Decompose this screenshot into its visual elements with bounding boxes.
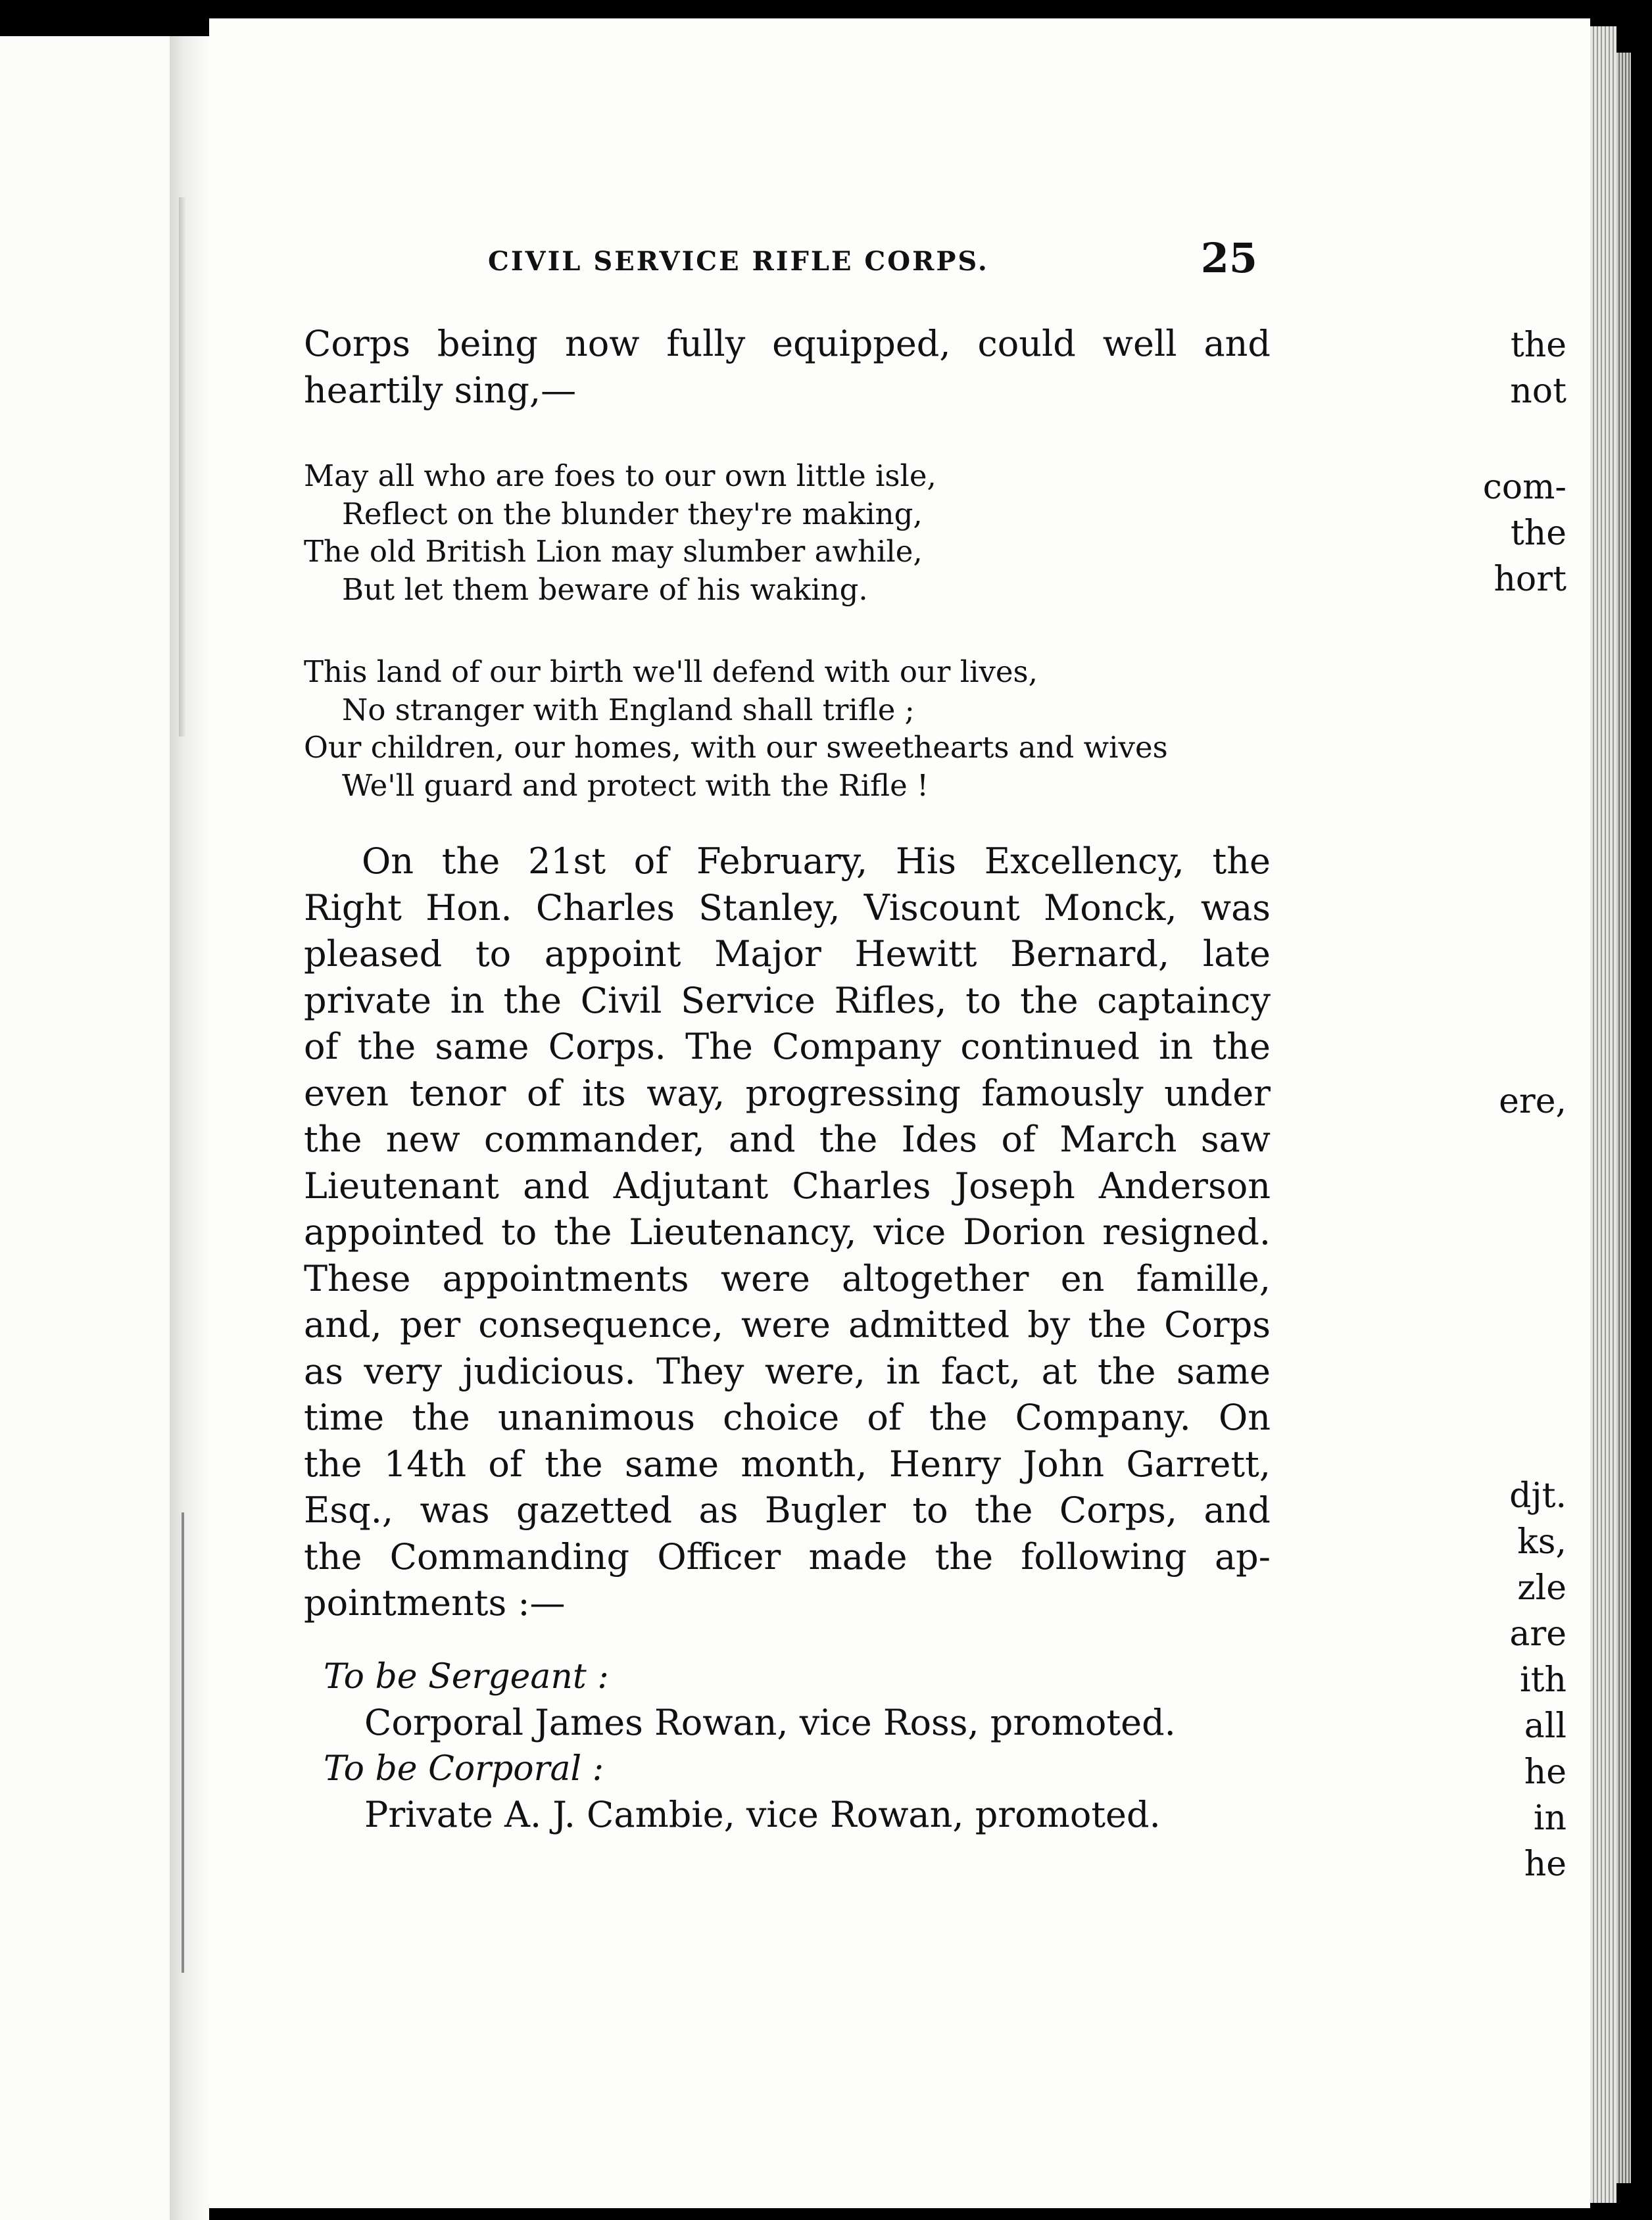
verse-line: The old British Lion may slumber awhile, (304, 534, 923, 569)
gutter-line (182, 1512, 184, 1973)
text-line: time the unanimous choice of the Company. On (304, 1397, 1271, 1438)
text-line: appointed to the Lieutenancy, vice Dorion resigned. (304, 1211, 1271, 1253)
text-line: Corps being now fully equipped, could well and (304, 323, 1271, 364)
text-line: the 14th of the same month, Henry John Garrett, (304, 1443, 1271, 1485)
opening-paragraph (304, 321, 1271, 414)
appointment-entry: Private A. J. Cambie, vice Rowan, promoted. (364, 1794, 1161, 1835)
text-line: Esq., was gazetted as Bugler to the Corps, and (304, 1489, 1271, 1531)
left-fragment-group-1 (1482, 322, 1652, 414)
text-line: Right Hon. Charles Stanley, Viscount Monck, was (304, 886, 1271, 929)
text-line: of the same Corps. The Company continued in the (304, 1026, 1271, 1067)
left-fragment-group-3 (1482, 1078, 1652, 1124)
left-fragment-line: ks, (1517, 1522, 1567, 1562)
appointment-heading: To be Sergeant : (324, 1657, 609, 1697)
left-fragment-line: not (1510, 372, 1567, 411)
left-fragment-group-4 (1482, 1473, 1652, 1887)
page-number: 25 (1200, 234, 1257, 282)
left-fragment-line: djt. (1509, 1476, 1567, 1516)
text-line: pointments :— (304, 1582, 566, 1624)
left-fragment-line: the (1510, 514, 1567, 553)
verse-line: No stranger with England shall trifle ; (342, 692, 915, 727)
text-line: even tenor of its way, progressing famously under (304, 1072, 1271, 1114)
verse-line: May all who are foes to our own little isle, (304, 458, 936, 493)
text-line: heartily sing,— (304, 369, 577, 411)
verse-line: Reflect on the blunder they're making, (342, 496, 923, 531)
text-line: pleased to appoint Major Hewitt Bernard, late (304, 933, 1271, 975)
verse-line: Our children, our homes, with our sweethearts and wives (304, 730, 1168, 765)
left-fragment-line: ere, (1499, 1082, 1567, 1121)
text-line: On the 21st of February, His Excellency, the (362, 840, 1271, 882)
appointment-entry: Corporal James Rowan, vice Ross, promoted. (364, 1702, 1176, 1743)
verse-line: We'll guard and protect with the Rifle ! (342, 767, 929, 803)
appointment-heading: To be Corporal : (324, 1749, 604, 1789)
text-line: as very judicious. They were, in fact, at the same (304, 1350, 1271, 1392)
text-line: These appointments were altogether en famille, (304, 1257, 1271, 1299)
left-fragment-line: all (1524, 1706, 1567, 1746)
left-fragment-line: in (1533, 1798, 1567, 1838)
left-fragment-line: com- (1482, 468, 1567, 507)
text-line: the Commanding Officer made the following ap- (304, 1535, 1271, 1578)
page-header (488, 234, 1257, 288)
text-line: the new commander, and the Ides of March saw (304, 1119, 1271, 1160)
left-fragment-group-2 (1482, 464, 1652, 602)
verse-stanza-2 (304, 653, 1271, 804)
main-paragraph (304, 838, 1271, 1627)
text-line: Lieutenant and Adjutant Charles Joseph Anderson (304, 1165, 1271, 1207)
left-fragment-line: he (1524, 1845, 1567, 1884)
verse-line: This land of our birth we'll defend with our lives, (304, 654, 1038, 689)
running-head: CIVIL SERVICE RIFLE CORPS. (488, 246, 989, 277)
text-line: and, per consequence, were admitted by the Corps (304, 1304, 1271, 1345)
left-fragment-line: zle (1517, 1568, 1567, 1608)
appointments (304, 1654, 1271, 1838)
verse-line: But let them beware of his waking. (342, 571, 868, 607)
left-page (0, 36, 170, 2220)
left-fragment-line: the (1510, 326, 1567, 365)
book-gutter (170, 36, 209, 2220)
left-fragment-line: ith (1519, 1660, 1567, 1700)
left-fragment-line: hort (1494, 560, 1567, 599)
verse-stanza-1 (304, 457, 1271, 608)
text-line: private in the Civil Service Rifles, to the captaincy (304, 979, 1271, 1021)
left-fragment-line: he (1524, 1752, 1567, 1792)
gutter-shadow (179, 197, 185, 736)
left-fragment-line: are (1509, 1614, 1567, 1654)
